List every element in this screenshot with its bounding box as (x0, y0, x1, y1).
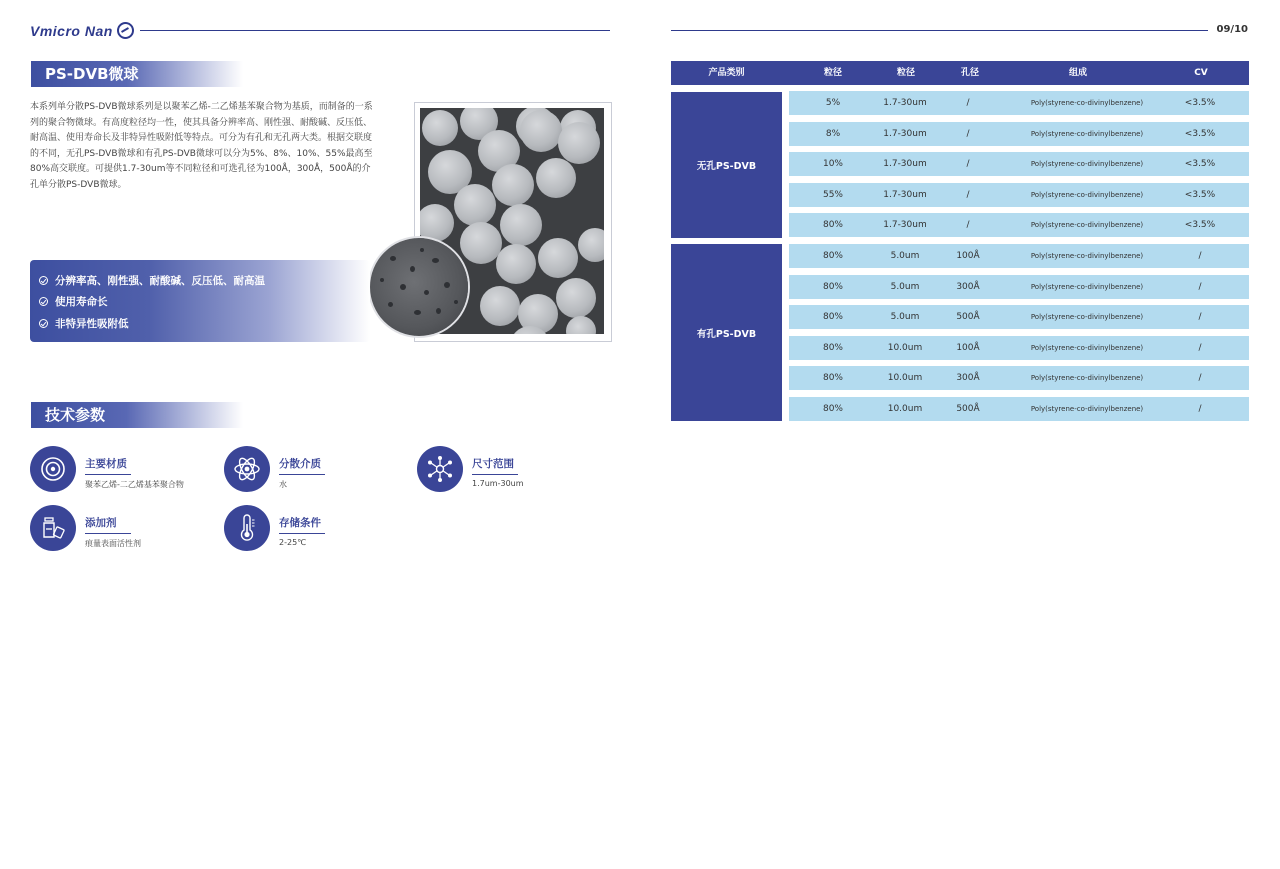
table-cell: 80% (822, 312, 843, 323)
table-row (789, 397, 1249, 421)
table-cell: 500Å (956, 312, 980, 323)
table-cell: Poly(styrene-co-divinylbenzene) (1030, 221, 1144, 230)
table-cell: 300Å (956, 281, 980, 292)
table-cell: 300Å (956, 373, 980, 384)
table-row (789, 91, 1249, 115)
param-title: 存储条件 (279, 515, 325, 534)
param-value: 水 (279, 480, 287, 489)
table-cell: <3.5% (1184, 220, 1216, 231)
table-cell: 80% (822, 251, 843, 261)
check-circle-icon (39, 276, 48, 285)
table-row (789, 305, 1249, 329)
table-cell: 1.7-30um (883, 98, 927, 108)
param-storage (224, 505, 325, 551)
table-cell: / (966, 189, 970, 200)
group-nonporous: 无孔PS-DVB (671, 92, 782, 238)
table-cell: 5% (825, 98, 841, 108)
table-cell: Poly(styrene-co-divinylbenzene) (1030, 252, 1144, 260)
group-porous: 有孔PS-DVB (671, 244, 782, 421)
param-value: 聚苯乙烯-二乙烯基苯聚合物 (85, 480, 184, 489)
bottle-icon (30, 505, 76, 551)
param-size (417, 446, 524, 492)
param-value: 痕量表面活性剂 (85, 539, 141, 548)
thermometer-icon (224, 505, 270, 551)
table-cell: <3.5% (1184, 128, 1216, 139)
table-cell: Poly(styrene-co-divinylbenzene) (1030, 313, 1144, 322)
header-divider-right (671, 30, 1208, 31)
check-circle-icon (39, 319, 48, 328)
table-cell: / (966, 220, 970, 231)
table-cell: 5.0um (890, 281, 920, 292)
feature-item: 使用寿命长 (39, 294, 108, 309)
param-title: 主要材质 (85, 456, 131, 475)
table-cell: Poly(styrene-co-divinylbenzene) (1030, 129, 1144, 138)
table-cell: 80% (822, 373, 843, 384)
section-title-psdvb: PS-DVB微球 (31, 61, 243, 87)
feature-item: 非特异性吸附低 (39, 316, 129, 331)
table-cell: 80% (822, 404, 843, 414)
table-cell: / (1198, 281, 1202, 292)
table-row (789, 336, 1249, 360)
feature-item: 分辨率高、刚性强、耐酸碱、反压低、耐高温 (39, 273, 265, 288)
table-cell: / (1198, 342, 1202, 353)
table-cell: / (966, 128, 970, 139)
table-cell: Poly(styrene-co-divinylbenzene) (1030, 99, 1144, 107)
table-cell: / (1198, 312, 1202, 323)
table-cell: 10.0um (887, 373, 923, 384)
table-cell: 1.7-30um (883, 128, 927, 139)
table-cell: 100Å (956, 342, 980, 353)
material-icon (30, 446, 76, 492)
param-title: 尺寸范围 (472, 456, 518, 475)
table-row (789, 152, 1249, 176)
brand-logo (30, 22, 134, 39)
atom-icon (224, 446, 270, 492)
page-number: 09/10 (1216, 24, 1248, 35)
table-cell: 8% (825, 128, 841, 139)
table-row (789, 213, 1249, 237)
table-cell: 10.0um (887, 404, 923, 414)
header-crosslink: 粒径 (823, 68, 842, 78)
table-row (789, 275, 1249, 299)
table-cell: / (1198, 251, 1202, 261)
table-cell: 10% (822, 159, 843, 170)
table-cell: / (966, 159, 970, 170)
header-size: 粒径 (896, 68, 915, 78)
table-cell: <3.5% (1184, 98, 1216, 108)
table-cell: / (966, 98, 970, 108)
header-category: 产品类别 (708, 68, 745, 78)
table-row (789, 183, 1249, 207)
table-cell: Poly(styrene-co-divinylbenzene) (1030, 405, 1144, 413)
param-title: 添加剂 (85, 515, 131, 534)
header-pore: 孔径 (960, 68, 979, 78)
param-title: 分散介质 (279, 456, 325, 475)
table-cell: 1.7-30um (883, 159, 927, 170)
table-cell: <3.5% (1184, 159, 1216, 170)
table-cell: Poly(styrene-co-divinylbenzene) (1030, 190, 1144, 199)
table-cell: 1.7-30um (883, 220, 927, 231)
table-cell: <3.5% (1184, 189, 1216, 200)
header-divider-left (140, 30, 610, 31)
header-composition: 组成 (1068, 68, 1087, 78)
table-row (789, 244, 1249, 268)
table-cell: 500Å (956, 404, 980, 414)
header-cv: CV (1194, 68, 1208, 78)
param-value: 1.7um-30um (472, 479, 524, 488)
table-cell: Poly(styrene-co-divinylbenzene) (1030, 343, 1144, 352)
logo-icon (117, 22, 134, 39)
intro-paragraph: 本系列单分散PS-DVB微球系列是以聚苯乙烯-二乙烯基苯聚合物为基质，而制备的一系列的聚合物微球。有高度粒径均一性，使其具备分辨率高、刚性强、耐酸碱、反压低、耐高温、使用寿命长及非特异性吸附低等特点。可分为有孔和无孔两大类。根据交联度的不同，无孔PS-DVB微球和有孔PS-DVB微球可以分为5%、8%、10%、55%最高至80%高交联度。可提供1.7-30um等不同粒径和可选孔径为100Å，300Å，500Å的介孔单分散PS-DVB微球。 (30, 102, 373, 190)
section-title-specs: 技术参数 (31, 402, 243, 428)
table-cell: Poly(styrene-co-divinylbenzene) (1030, 374, 1144, 383)
molecule-icon (417, 446, 463, 492)
table-row (789, 366, 1249, 390)
check-circle-icon (39, 297, 48, 306)
param-material (30, 446, 184, 492)
param-medium (224, 446, 325, 492)
table-cell: Poly(styrene-co-divinylbenzene) (1030, 160, 1144, 169)
param-value: 2-25℃ (279, 538, 307, 547)
table-cell: / (1198, 404, 1202, 414)
table-cell: 80% (822, 220, 843, 231)
table-cell: 10.0um (887, 342, 923, 353)
table-cell: 5.0um (890, 312, 920, 323)
table-cell: 1.7-30um (883, 189, 927, 200)
pore-zoom-image (370, 238, 468, 336)
table-row (789, 122, 1249, 146)
table-cell: Poly(styrene-co-divinylbenzene) (1030, 282, 1144, 291)
table-cell: 5.0um (890, 251, 920, 261)
param-additive (30, 505, 141, 551)
features-box (30, 260, 370, 342)
table-cell: 80% (822, 281, 843, 292)
table-cell: 100Å (956, 251, 980, 261)
table-cell: 55% (822, 189, 843, 200)
table-header (671, 61, 1249, 85)
table-cell: / (1198, 373, 1202, 384)
table-cell: 80% (822, 342, 843, 353)
brand-name: Vmicro Nan (30, 22, 113, 39)
